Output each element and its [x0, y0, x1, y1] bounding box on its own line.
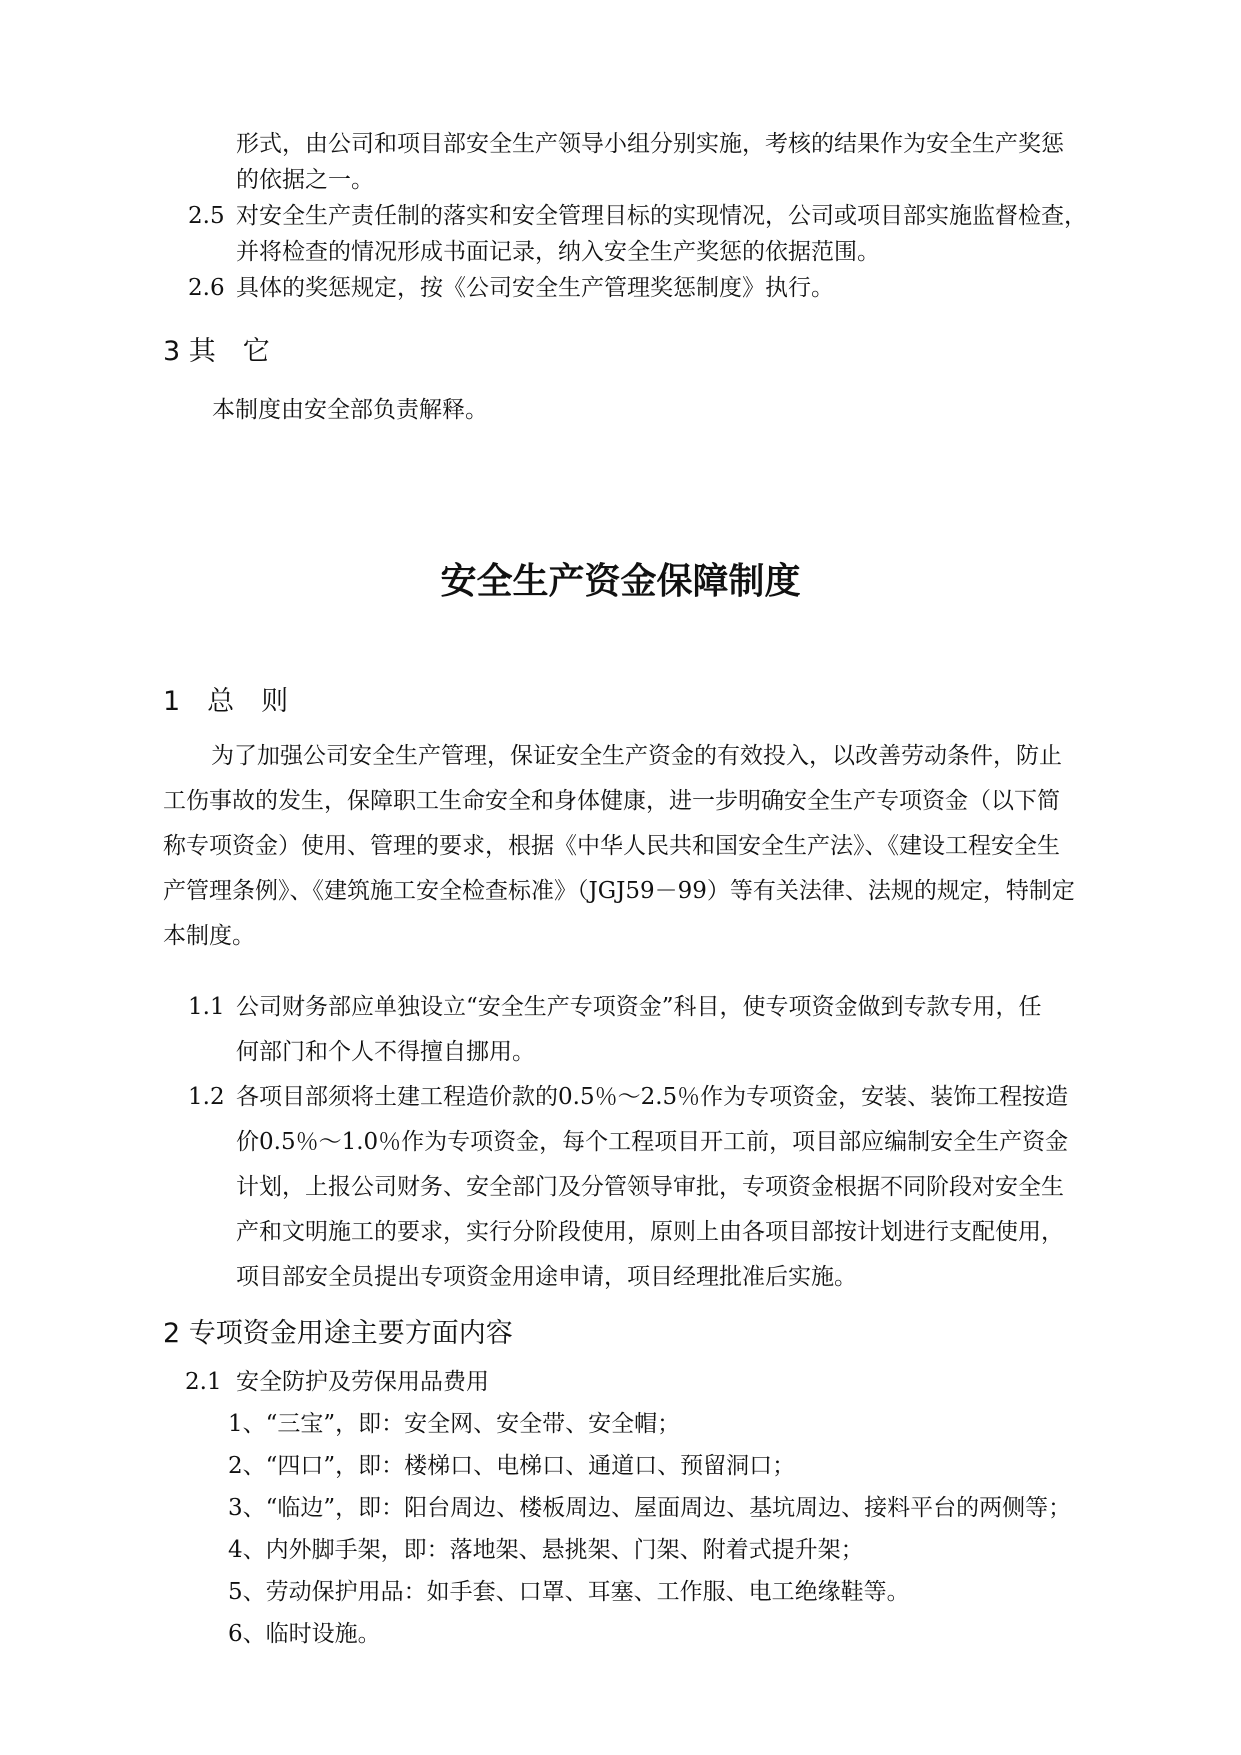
item-2-4-continued-line-1: 形式，由公司和项目部安全生产领导小组分别实施，考核的结果作为安全生产奖惩 — [236, 131, 1064, 157]
section-1-paragraph-line-2: 工伤事故的发生，保障职工生命安全和身体健康，进一步明确安全生产专项资金（以下简 — [163, 788, 1060, 814]
list-item-3: 3、“临边”，即：阳台周边、楼板周边、屋面周边、基坑周边、接料平台的两侧等； — [228, 1495, 1072, 1521]
item-1-2-number: 1.2 — [188, 1084, 225, 1110]
section-1-heading: 1 总 则 — [163, 686, 289, 717]
item-2-5-line-2: 并将检查的情况形成书面记录，纳入安全生产奖惩的依据范围。 — [236, 239, 880, 265]
section-1-paragraph-line-1: 为了加强公司安全生产管理，保证安全生产资金的有效投入，以改善劳动条件，防止 — [188, 743, 1062, 769]
list-item-5: 5、劳动保护用品：如手套、口罩、耳塞、工作服、电工绝缘鞋等。 — [228, 1579, 910, 1605]
list-item-4: 4、内外脚手架，即：落地架、悬挑架、门架、附着式提升架； — [228, 1537, 864, 1563]
section-1-paragraph-line-5: 本制度。 — [163, 923, 255, 949]
item-1-2-line-3: 计划，上报公司财务、安全部门及分管领导审批，专项资金根据不同阶段对安全生 — [236, 1174, 1064, 1200]
section-3-text: 本制度由安全部负责解释。 — [212, 397, 488, 423]
item-1-1-line-2: 何部门和个人不得擅自挪用。 — [236, 1039, 535, 1065]
list-item-1: 1、“三宝”，即：安全网、安全带、安全帽； — [228, 1411, 681, 1437]
section-1-paragraph-line-4: 产管理条例》、《建筑施工安全检查标准》（JGJ59－99）等有关法律、法规的规定，特制定 — [163, 878, 1075, 904]
item-1-2-line-1: 各项目部须将土建工程造价款的0.5％～2.5％作为专项资金，安装、装饰工程按造 — [236, 1084, 1069, 1110]
section-2-heading: 2 专项资金用途主要方面内容 — [163, 1318, 513, 1349]
list-item-2: 2、“四口”，即：楼梯口、电梯口、通道口、预留洞口； — [228, 1453, 796, 1479]
item-1-2-line-5: 项目部安全员提出专项资金用途申请，项目经理批准后实施。 — [236, 1264, 857, 1290]
list-item-6: 6、临时设施。 — [228, 1621, 381, 1647]
section-3-heading: 3 其 它 — [163, 336, 270, 367]
item-2-1-number: 2.1 — [185, 1369, 222, 1395]
item-2-4-continued-line-2: 的依据之一。 — [236, 167, 374, 193]
item-2-1-text: 安全防护及劳保用品费用 — [236, 1369, 489, 1395]
item-2-5-line-1: 对安全生产责任制的落实和安全管理目标的实现情况，公司或项目部实施监督检查， — [236, 203, 1087, 229]
item-1-2-line-4: 产和文明施工的要求，实行分阶段使用，原则上由各项目部按计划进行支配使用， — [236, 1219, 1064, 1245]
item-1-1-number: 1.1 — [188, 994, 225, 1020]
item-1-2-line-2: 价0.5％～1.0％作为专项资金，每个工程项目开工前，项目部应编制安全生产资金 — [236, 1129, 1069, 1155]
item-2-6-text: 具体的奖惩规定，按《公司安全生产管理奖惩制度》执行。 — [236, 275, 834, 301]
item-2-5-number: 2.5 — [188, 203, 225, 229]
item-2-6-number: 2.6 — [188, 275, 225, 301]
document-title: 安全生产资金保障制度 — [440, 561, 801, 602]
item-1-1-line-1: 公司财务部应单独设立“安全生产专项资金”科目，使专项资金做到专款专用，任 — [236, 994, 1042, 1020]
section-1-paragraph-line-3: 称专项资金）使用、管理的要求，根据《中华人民共和国安全生产法》、《建设工程安全生 — [163, 833, 1060, 859]
